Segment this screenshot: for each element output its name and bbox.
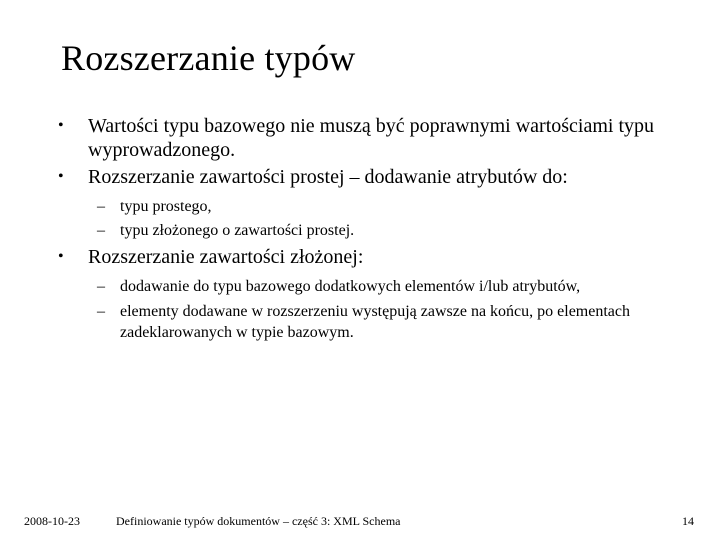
sub-bullet-text: typu prostego, [120, 198, 212, 215]
bullet-item [58, 245, 668, 269]
bullet-marker: • [58, 168, 64, 185]
sub-bullet-text: dodawanie do typu bazowego dodatkowych elementów i/lub atrybutów, [120, 278, 581, 295]
sub-bullet-item [97, 301, 657, 343]
page-number: 14 [682, 514, 694, 528]
bullet-text: Rozszerzanie zawartości prostej – dodawanie atrybutów do: [88, 166, 568, 188]
bullet-text: Rozszerzanie zawartości złożonej: [88, 246, 364, 268]
sub-bullet-item [97, 196, 657, 217]
dash-marker: – [97, 222, 105, 239]
bullet-marker: • [58, 117, 64, 134]
bullet-item [58, 114, 668, 162]
slide-title: Rozszerzanie typów [61, 38, 356, 78]
dash-marker: – [97, 278, 105, 295]
bullet-text: Wartości typu bazowego nie muszą być poprawnymi wartościami typu wyprowadzonego. [88, 115, 655, 161]
dash-marker: – [97, 303, 105, 320]
footer-date: 2008-10-23 [24, 514, 80, 528]
sub-bullet-item [97, 220, 657, 241]
bullet-marker: • [58, 248, 64, 265]
bullet-item [58, 165, 668, 189]
footer-title: Definiowanie typów dokumentów – część 3: XML Schema [116, 514, 401, 528]
sub-bullet-text: elementy dodawane w rozszerzeniu występują zawsze na końcu, po elementach zadeklarowanych w typie bazowym. [120, 303, 630, 341]
sub-bullet-item [97, 276, 657, 297]
sub-bullet-text: typu złożonego o zawartości prostej. [120, 222, 355, 239]
dash-marker: – [97, 198, 105, 215]
